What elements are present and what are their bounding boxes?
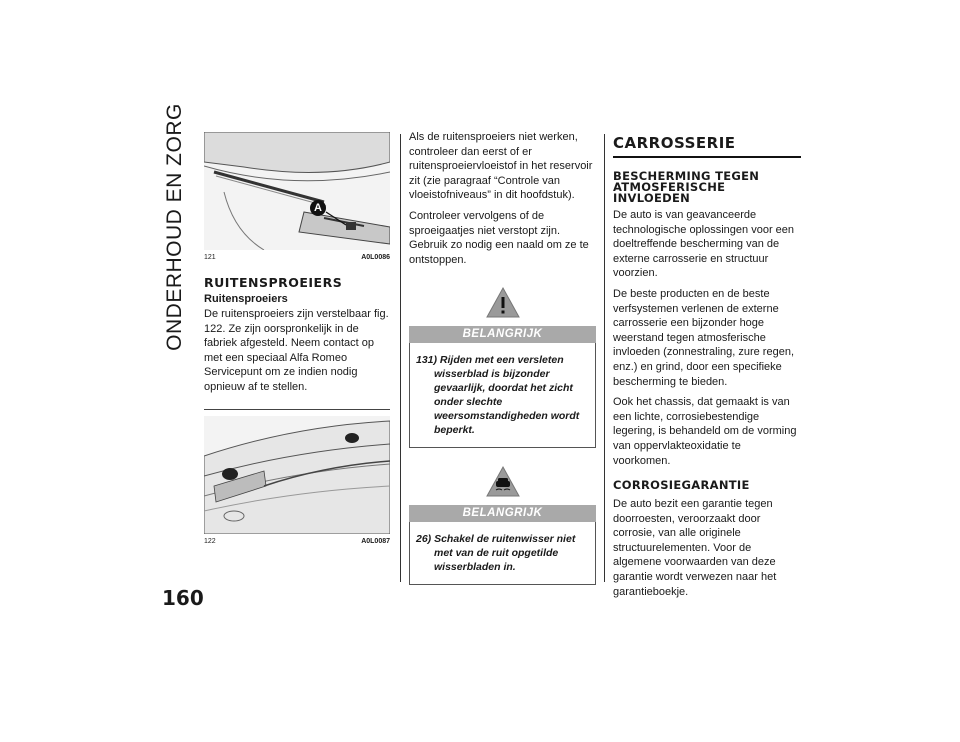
column-divider <box>400 134 401 582</box>
figure-caption: 121 A0L0086 <box>204 254 390 261</box>
section-heading-corrosiegarantie: CORROSIEGARANTIE <box>613 478 750 493</box>
warning-text: 131) Rijden met een versleten wisserblad is bijzonder gevaarlijk, doordat het zicht onder slechte weersomstandigheden wordt beperkt. <box>416 354 580 437</box>
warning-triangle-icon <box>485 285 521 321</box>
warning-label: BELANGRIJK <box>409 505 596 522</box>
figure-121-wiper <box>204 132 390 250</box>
section-heading-bescherming: BESCHERMING TEGEN ATMOSFERISCHE INVLOEDEN <box>613 169 760 205</box>
body-paragraph: Als de ruitensproeiers niet werken, controleer dan eerst of er ruitensproeiervloeistof in het reservoir zit (zie paragraaf “Controle van vloeistofniveaus” in dit hoofdstuk). <box>409 131 593 202</box>
warning-block <box>409 464 596 585</box>
body-paragraph: Ook het chassis, dat gemaakt is van een lichte, corrosiebestendige legering, is behandeld om de vorming van oppervlakteoxidatie te voorkomen. <box>613 396 797 467</box>
car-skid-icon <box>485 464 521 500</box>
body-paragraph: De auto bezit een garantie tegen doorroesten, veroorzaakt door corrosie, van alle originele structuurelementen. Voor de algemene voorwaarden van deze garantie wordt verwezen naar het garantieboekje. <box>613 498 777 598</box>
figure-caption: 122 A0L0087 <box>204 537 390 545</box>
page-number: 160 <box>162 586 204 610</box>
chapter-side-title: ONDERHOUD EN ZORG <box>163 103 186 351</box>
heading-rule <box>613 156 801 158</box>
figure-top-rule <box>204 409 390 410</box>
body-paragraph: De beste producten en de beste verfsystemen verlenen de externe carrosserie een bijzonder hoge weerstand tegen atmosferische invloeden (zonnestraling, zure regen, enz.) en grind, door een specifieke bescherming te bieden. <box>613 287 795 388</box>
subheading: Ruitensproeiers <box>204 293 288 305</box>
body-paragraph: Controleer vervolgens of de sproeigaatjes niet verstopt zijn. Gebruik zo nodig een naald om ze te ontstoppen. <box>409 209 589 266</box>
callout-badge: A <box>310 200 326 216</box>
figure-122-washer <box>204 416 390 534</box>
body-paragraph: De auto is van geavanceerde technologische oplossingen voor een doeltreffende bescherming van de externe carrosserie en structuur voorzien. <box>613 209 795 280</box>
warning-label: BELANGRIJK <box>409 326 596 343</box>
washer-nozzle-illustration <box>204 416 390 534</box>
column-divider <box>604 134 605 582</box>
warning-text: 26) Schakel de ruitenwisser niet met van de ruit opgetilde wisserbladen in. <box>416 533 576 574</box>
section-heading-ruitensproeiers: RUITENSPROEIERS <box>204 275 343 290</box>
column-1 <box>204 132 390 545</box>
column-2 <box>409 130 596 585</box>
warning-block <box>409 285 596 448</box>
main-heading-carrosserie: CARROSSERIE <box>613 134 736 152</box>
column-3 <box>613 134 801 605</box>
warning-text-box <box>409 343 596 448</box>
body-paragraph: De ruitensproeiers zijn verstelbaar fig. 122. Ze zijn oorspronkelijk in de fabriek afgesteld. Neem contact op met een speciaal Alfa Romeo Servicepunt om ze indien nodig opnieuw af te stellen. <box>204 308 389 393</box>
warning-text-box <box>409 522 596 585</box>
wiper-illustration <box>204 132 390 250</box>
